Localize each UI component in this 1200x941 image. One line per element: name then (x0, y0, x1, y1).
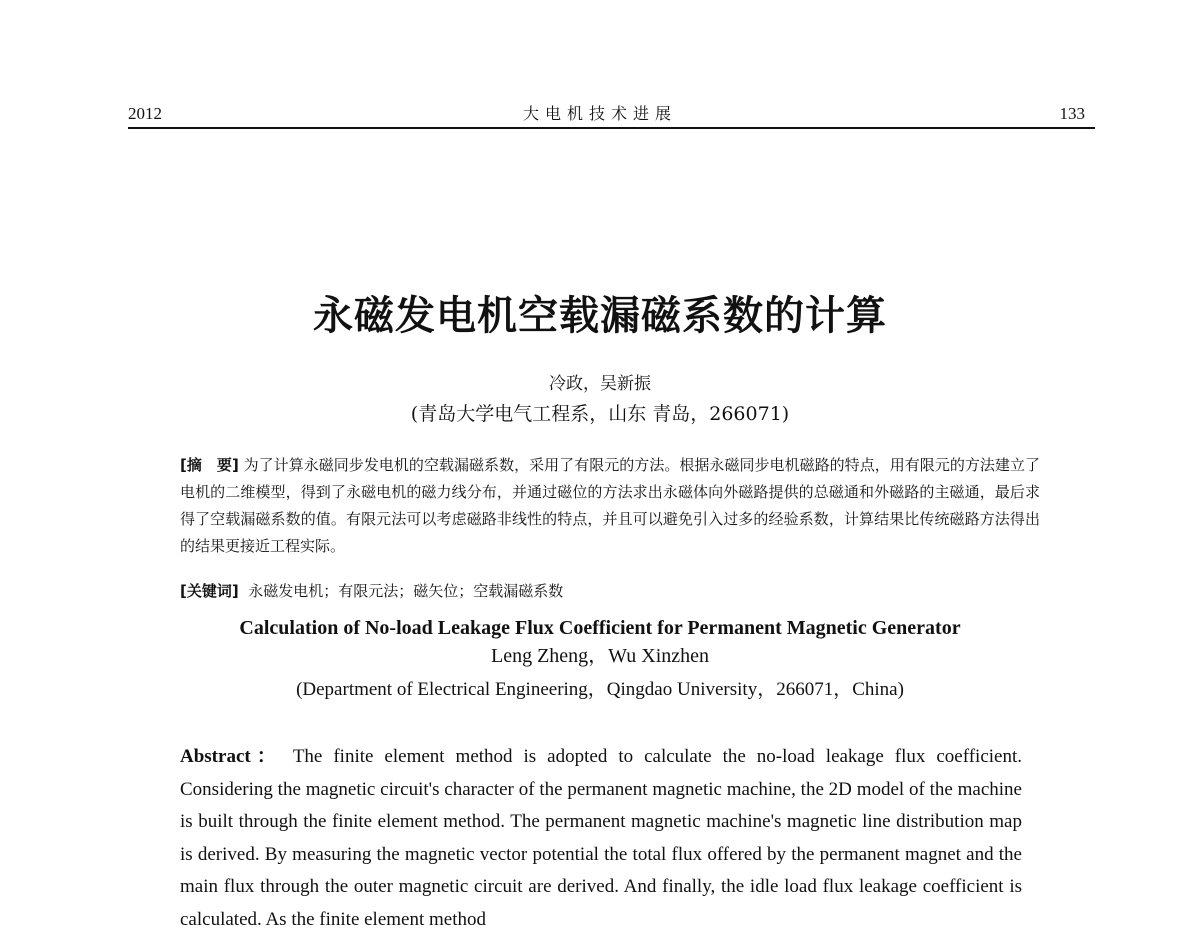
keywords-cn-label: [关键词] (180, 582, 239, 600)
paper-title-en: Calculation of No-load Leakage Flux Coefficient for Permanent Magnetic Generator (239, 617, 961, 639)
abstract-cn (180, 452, 1040, 560)
keywords-cn-text: 永磁发电机；有限元法；磁矢位；空载漏磁系数 (248, 582, 564, 600)
abstract-en (180, 741, 1022, 936)
authors-cn: 冷政，吴新振 (549, 374, 651, 394)
keywords-cn (180, 578, 1040, 605)
page-number: 133 (1059, 104, 1085, 123)
journal-name: 大电机技术进展 (522, 104, 677, 123)
abstract-cn-text: 为了计算永磁同步发电机的空载漏磁系数，采用了有限元的方法。根据永磁同步电机磁路的特点，用有限元的方法建立了电机的二维模型，得到了永磁电机的磁力线分布，并通过磁位的方法求出永磁体向外磁路提供的总磁通和外磁路的主磁通，最后求得了空载漏磁系数的值。有限元法可以考虑磁路非线性的特点，并且可以避免引入过多的经验系数，计算结果比传统磁路方法得出的结果更接近工程实际。 (180, 456, 1040, 555)
affiliation-cn: (青岛大学电气工程系，山东 青岛，266071) (410, 403, 790, 425)
abstract-en-text: The finite element method is adopted to calculate the no-load leakage flux coefficient. Considering the magnetic circuit's character of the permanent magnetic machine, the 2D model of the machine is built through the finite element method. The permanent magnetic machine's magnetic line distribution map is derived. By measuring the magnetic vector potential the total flux offered by the permanent magnet and the main flux through the outer magnetic circuit are derived. And finally, the idle load flux leakage coefficient is calculated. As the finite element method (180, 746, 1022, 930)
header-rule (128, 127, 1095, 129)
abstract-en-label: Abstract： (180, 746, 283, 767)
paper-title-cn: 永磁发电机空载漏磁系数的计算 (313, 293, 887, 339)
authors-en: Leng Zheng，Wu Xinzhen (490, 645, 710, 667)
abstract-cn-label: [摘 要] (180, 456, 239, 474)
header-year: 2012 (128, 104, 162, 123)
affiliation-en: (Department of Electrical Engineering，Qingdao University，266071，China) (296, 679, 904, 700)
